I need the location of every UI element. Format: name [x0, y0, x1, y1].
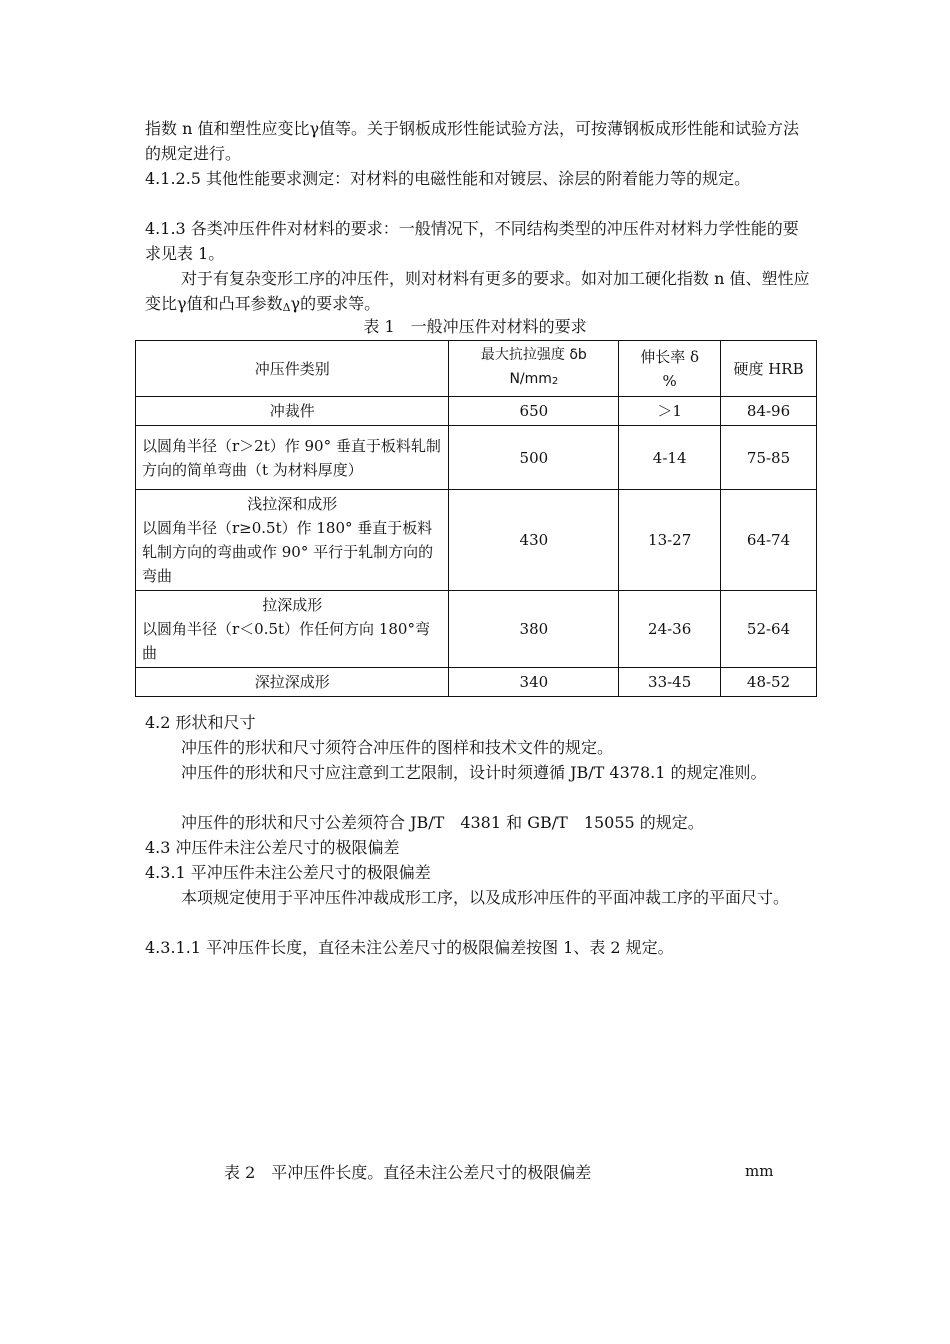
- header-strength-unit: [455, 367, 612, 394]
- paragraph-4-1-2-5: 4.1.2.5 其他性能要求测定：对材料的电磁性能和对镀层、涂层的附着能力等的规定。: [145, 169, 751, 188]
- table-header-row: [136, 341, 817, 397]
- row-hardness: 52-64: [721, 591, 817, 668]
- row-hardness: 64-74: [721, 490, 817, 591]
- row-hardness: 84-96: [721, 397, 817, 426]
- strength-unit-exponent: 2: [551, 376, 559, 387]
- table-row: [136, 668, 817, 697]
- row-category-desc: 以圆角半径（r＜0.5t）作任何方向 180°弯曲: [142, 620, 430, 662]
- table-row: [136, 591, 817, 668]
- header-elongation: [619, 341, 721, 397]
- paragraph-text-pre: 对于有复杂变形工序的冲压件，则对材料有更多的要求。如对加工硬化指数 n 值、塑性应变比γ值和凸耳参数: [145, 269, 810, 313]
- section-4-2-line2: 冲压件的形状和尺寸应注意到工艺限制，设计时须遵循 JB/T 4378.1 的规定准则。: [181, 763, 767, 782]
- paragraph-4-1-3: 4.1.3 各类冲压件件对材料的要求：一般情况下，不同结构类型的冲压件对材料力学性能的要求见表 1。: [145, 219, 799, 263]
- row-hardness: 75-85: [721, 426, 817, 490]
- row-category: 以圆角半径（r＞2t）作 90° 垂直于板料轧制方向的简单弯曲（t 为材料厚度）: [136, 426, 449, 490]
- row-elongation: 33-45: [619, 668, 721, 697]
- table2-caption: 表 2 平冲压件长度。直径未注公差尺寸的极限偏差: [224, 1163, 592, 1182]
- table-row: [136, 426, 817, 490]
- section-4-2-line3: 冲压件的形状和尺寸公差须符合 JB/T 4381 和 GB/T 15055 的规定。: [181, 813, 704, 832]
- paragraph-text-post: γ的要求等。: [290, 294, 381, 313]
- header-strength-label: 最大抗拉强度 δb: [480, 347, 587, 363]
- row-category-title: 浅拉深和成形: [247, 495, 338, 513]
- paragraph-complex-deformation: [145, 266, 810, 320]
- row-category-title: 拉深成形: [262, 596, 323, 614]
- row-category: [136, 490, 449, 591]
- row-strength: 340: [449, 668, 619, 697]
- delta-subscript: Δ: [282, 301, 291, 314]
- row-strength: 430: [449, 490, 619, 591]
- row-elongation: ＞1: [619, 397, 721, 426]
- section-4-2-heading: 4.2 形状和尺寸: [145, 713, 256, 732]
- paragraph-n-value: 指数 n 值和塑性应变比γ值等。关于钢板成形性能试验方法，可按薄钢板成形性能和试验方法的规定进行。: [145, 119, 800, 163]
- row-hardness: 48-52: [721, 668, 817, 697]
- header-hardness: 硬度 HRB: [721, 341, 817, 397]
- table1-caption: 表 1 一般冲压件对材料的要求: [363, 317, 587, 336]
- row-category: 深拉深成形: [136, 668, 449, 697]
- row-strength: 650: [449, 397, 619, 426]
- section-4-3-1-text: 本项规定使用于平冲压件冲裁成形工序，以及成形冲压件的平面冲裁工序的平面尺寸。: [181, 888, 790, 907]
- row-category: [136, 591, 449, 668]
- section-4-3-1-heading: 4.3.1 平冲压件未注公差尺寸的极限偏差: [145, 863, 431, 882]
- table2-unit: mm: [745, 1162, 774, 1180]
- section-4-2-line1: 冲压件的形状和尺寸须符合冲压件的图样和技术文件的规定。: [181, 738, 614, 757]
- row-elongation: 4-14: [619, 426, 721, 490]
- header-category: 冲压件类别: [136, 341, 449, 397]
- material-requirements-table: [135, 340, 817, 697]
- row-category-desc: 以圆角半径（r≥0.5t）作 180° 垂直于板料轧制方向的弯曲或作 90° 平行于轧制方向的弯曲: [142, 519, 434, 585]
- row-strength: 500: [449, 426, 619, 490]
- row-strength: 380: [449, 591, 619, 668]
- section-4-3-heading: 4.3 冲压件未注公差尺寸的极限偏差: [145, 838, 400, 857]
- header-elongation-unit: %: [662, 371, 677, 390]
- table-row: [136, 490, 817, 591]
- table-row: [136, 397, 817, 426]
- section-4-3-1-1: 4.3.1.1 平冲压件长度，直径未注公差尺寸的极限偏差按图 1、表 2 规定。: [145, 938, 674, 957]
- strength-unit-text: N/mm: [509, 371, 552, 387]
- row-elongation: 24-36: [619, 591, 721, 668]
- header-elongation-label: 伸长率 δ: [640, 347, 700, 366]
- row-category: 冲裁件: [136, 397, 449, 426]
- header-strength: [449, 341, 619, 397]
- row-elongation: 13-27: [619, 490, 721, 591]
